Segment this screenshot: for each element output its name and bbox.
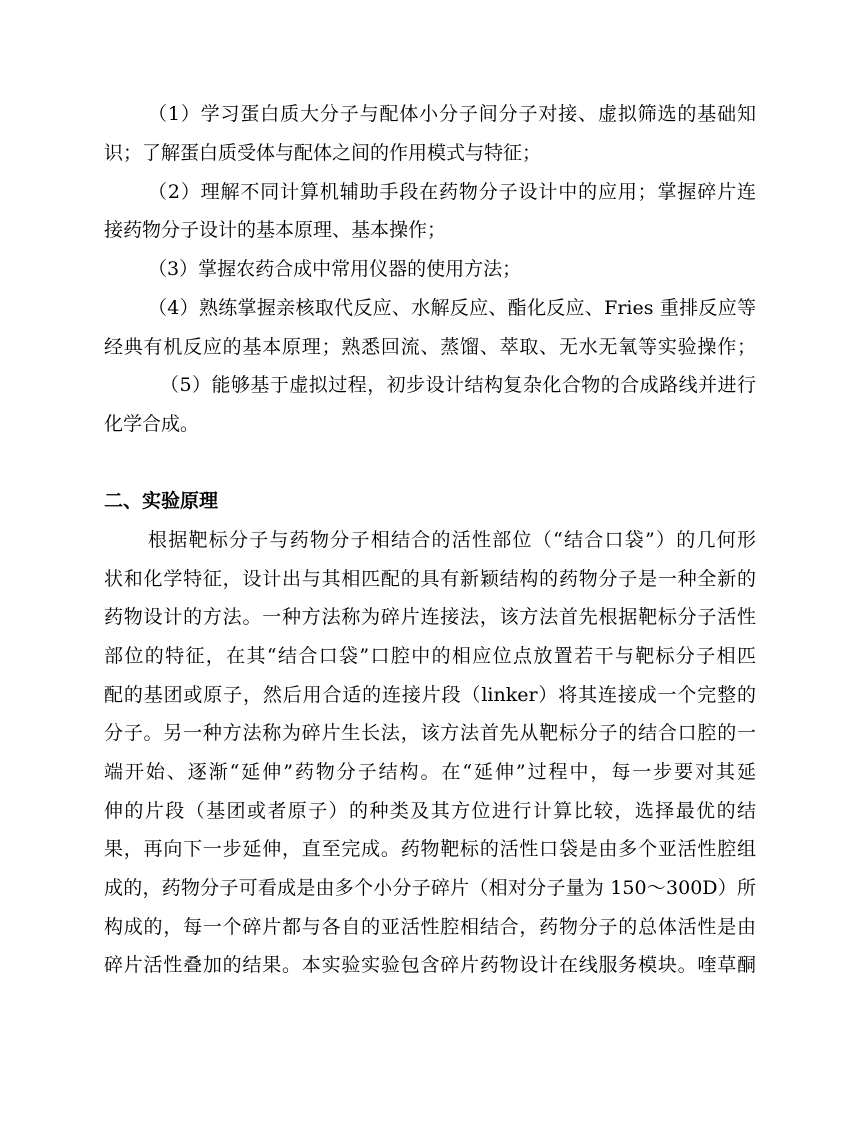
principle-line-2: 状和化学特征，设计出与其相匹配的具有新颖结构的药物分子是一种全新的 <box>104 568 756 590</box>
principle-line-5: 配的基团或原子，然后用合适的连接片段（linker）将其连接成一个完整的 <box>104 684 756 706</box>
principle-line-1: 根据靶标分子与药物分子相结合的活性部位（“结合口袋”）的几何形 <box>148 529 756 551</box>
principle-line-10: 成的，药物分子可看成是由多个小分子碎片（相对分子量为 150～300D）所 <box>104 877 756 899</box>
principle-line-11: 构成的，每一个碎片都与各自的亚活性腔相结合，药物分子的总体活性是由 <box>104 916 756 938</box>
principle-line-9: 果，再向下一步延伸，直至完成。药物靶标的活性口袋是由多个亚活性腔组 <box>104 838 756 860</box>
objective-2-line-1: （2）理解不同计算机辅助手段在药物分子设计中的应用；掌握碎片连 <box>148 181 756 203</box>
principle-line-6: 分子。另一种方法称为碎片生长法，该方法首先从靶标分子的结合口腔的一 <box>104 722 756 744</box>
objective-5-line-2: 化学合成。 <box>104 413 200 435</box>
objective-2-line-2: 接药物分子设计的基本原理、基本操作； <box>104 219 447 241</box>
objective-5-line-1: （5）能够基于虚拟过程，初步设计结构复杂化合物的合成路线并进行 <box>160 374 756 396</box>
objective-4-line-1: （4）熟练掌握亲核取代反应、水解反应、酯化反应、Fries 重排反应等 <box>148 297 756 319</box>
objective-1-line-1: （1）学习蛋白质大分子与配体小分子间分子对接、虚拟筛选的基础知 <box>148 103 756 125</box>
principle-line-7: 端开始、逐渐“延伸”药物分子结构。在“延伸”过程中，每一步要对其延 <box>104 761 756 783</box>
principle-line-4: 部位的特征，在其“结合口袋”口腔中的相应位点放置若干与靶标分子相匹 <box>104 645 756 667</box>
principle-line-8: 伸的片段（基团或者原子）的种类及其方位进行计算比较，选择最优的结 <box>104 800 756 822</box>
objective-4-line-2: 经典有机反应的基本原理；熟悉回流、蒸馏、萃取、无水无氧等实验操作； <box>104 336 756 358</box>
section-heading: 二、实验原理 <box>104 490 219 512</box>
objective-3-line-1: （3）掌握农药合成中常用仪器的使用方法； <box>148 258 522 280</box>
objective-1-line-2: 识；了解蛋白质受体与配体之间的作用模式与特征； <box>104 142 542 164</box>
principle-line-3: 药物设计的方法。一种方法称为碎片连接法，该方法首先根据靶标分子活性 <box>104 606 756 628</box>
principle-line-12: 碎片活性叠加的结果。本实验实验包含碎片药物设计在线服务模块。喹草酮 <box>104 954 756 976</box>
